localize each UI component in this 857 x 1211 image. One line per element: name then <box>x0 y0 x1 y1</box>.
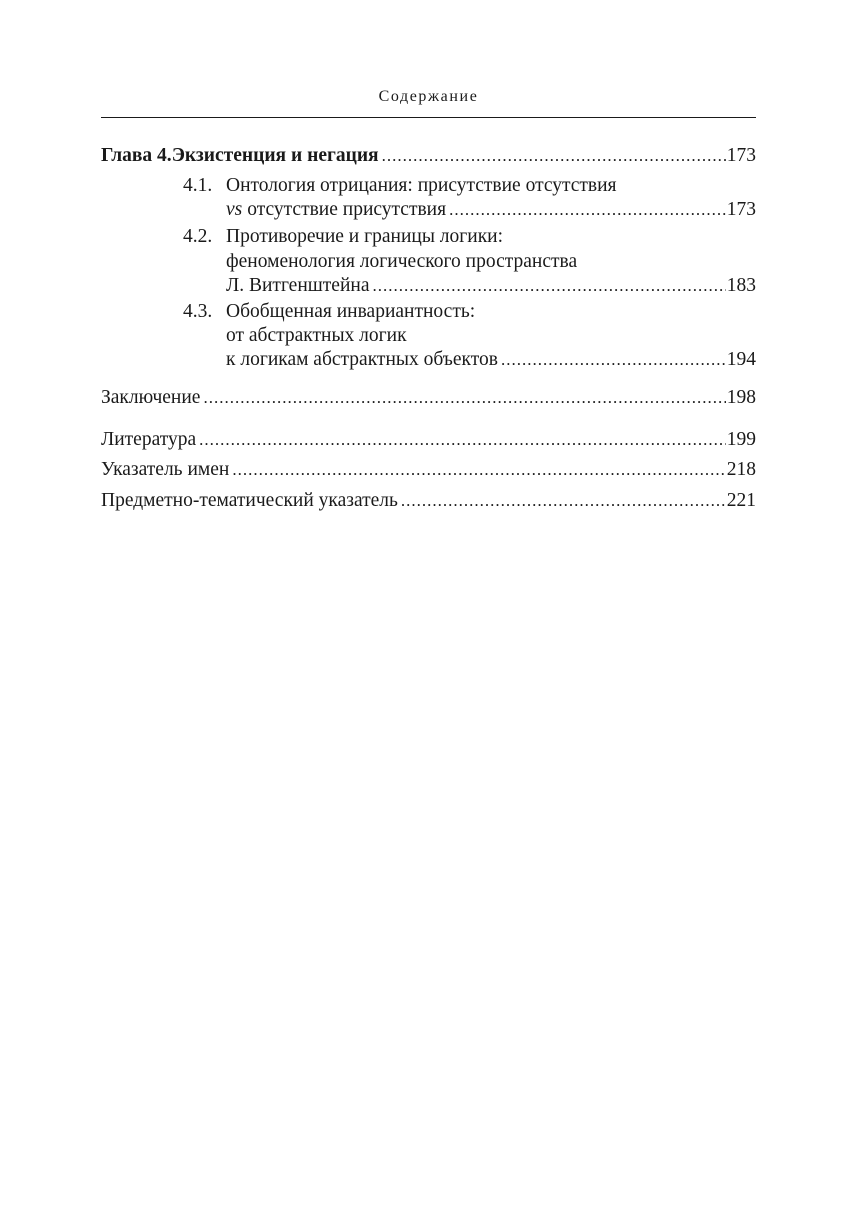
section-title-line: от абстрактных логик <box>226 325 407 346</box>
section-title-line: Противоречие и границы логики: <box>226 226 504 247</box>
dot-leader <box>501 347 726 373</box>
header-rule <box>101 117 756 118</box>
entry-title: Указатель имен <box>101 459 230 480</box>
toc-entry-4-1-last-line[interactable] <box>226 197 756 223</box>
page-number: 183 <box>726 275 756 296</box>
toc-entry-4-2-line-2 <box>226 249 756 275</box>
page-number: 194 <box>726 349 756 370</box>
chapter-label: Глава 4. <box>101 145 172 166</box>
entry-title: Литература <box>101 429 197 450</box>
section-title-line: Обобщенная инвариантность: <box>226 301 476 322</box>
vs-italic: vs <box>226 199 243 220</box>
section-title-line: Онтология отрицания: присутствие отсутствия <box>226 175 617 196</box>
section-title-line: феноменология логического пространства <box>226 251 578 272</box>
toc-entry-chapter-4[interactable] <box>101 143 756 169</box>
toc-entry-4-3-line-2 <box>226 323 756 349</box>
dot-leader <box>199 427 726 453</box>
entry-title: Предметно-тематический указатель <box>101 490 398 511</box>
section-title-line: отсутствие присутствия <box>247 199 447 220</box>
chapter-title: Экзистенция и негация <box>171 145 379 166</box>
entry-title: Заключение <box>101 387 201 408</box>
page-number: 218 <box>726 459 756 480</box>
page-number: 173 <box>726 199 756 220</box>
dot-leader <box>401 488 726 514</box>
toc-entry-4-3-last-line[interactable] <box>226 347 756 373</box>
page-number: 173 <box>726 145 756 166</box>
section-title-line: к логикам абстрактных объектов <box>226 349 498 370</box>
section-number: 4.3. <box>183 301 213 322</box>
dot-leader <box>449 197 726 223</box>
page-number: 221 <box>726 490 756 511</box>
toc-entry-name-index[interactable] <box>101 457 756 483</box>
running-head: Содержание <box>378 88 479 105</box>
dot-leader <box>232 457 725 483</box>
toc-entry-4-2[interactable] <box>101 224 756 250</box>
section-title-line: Л. Витгенштейна <box>226 275 370 296</box>
toc-entry-4-1[interactable] <box>101 173 756 199</box>
page-number: 198 <box>726 387 756 408</box>
toc-entry-subject-index[interactable] <box>101 488 756 514</box>
section-number: 4.2. <box>183 226 213 247</box>
toc-entry-4-3[interactable] <box>101 299 756 325</box>
page-number: 199 <box>726 429 756 450</box>
toc-entry-literature[interactable] <box>101 427 756 453</box>
toc-entry-conclusion[interactable] <box>101 385 756 411</box>
dot-leader <box>382 143 726 169</box>
section-number: 4.1. <box>183 175 213 196</box>
dot-leader <box>373 273 726 299</box>
toc-entry-4-2-last-line[interactable] <box>226 273 756 299</box>
dot-leader <box>203 385 725 411</box>
